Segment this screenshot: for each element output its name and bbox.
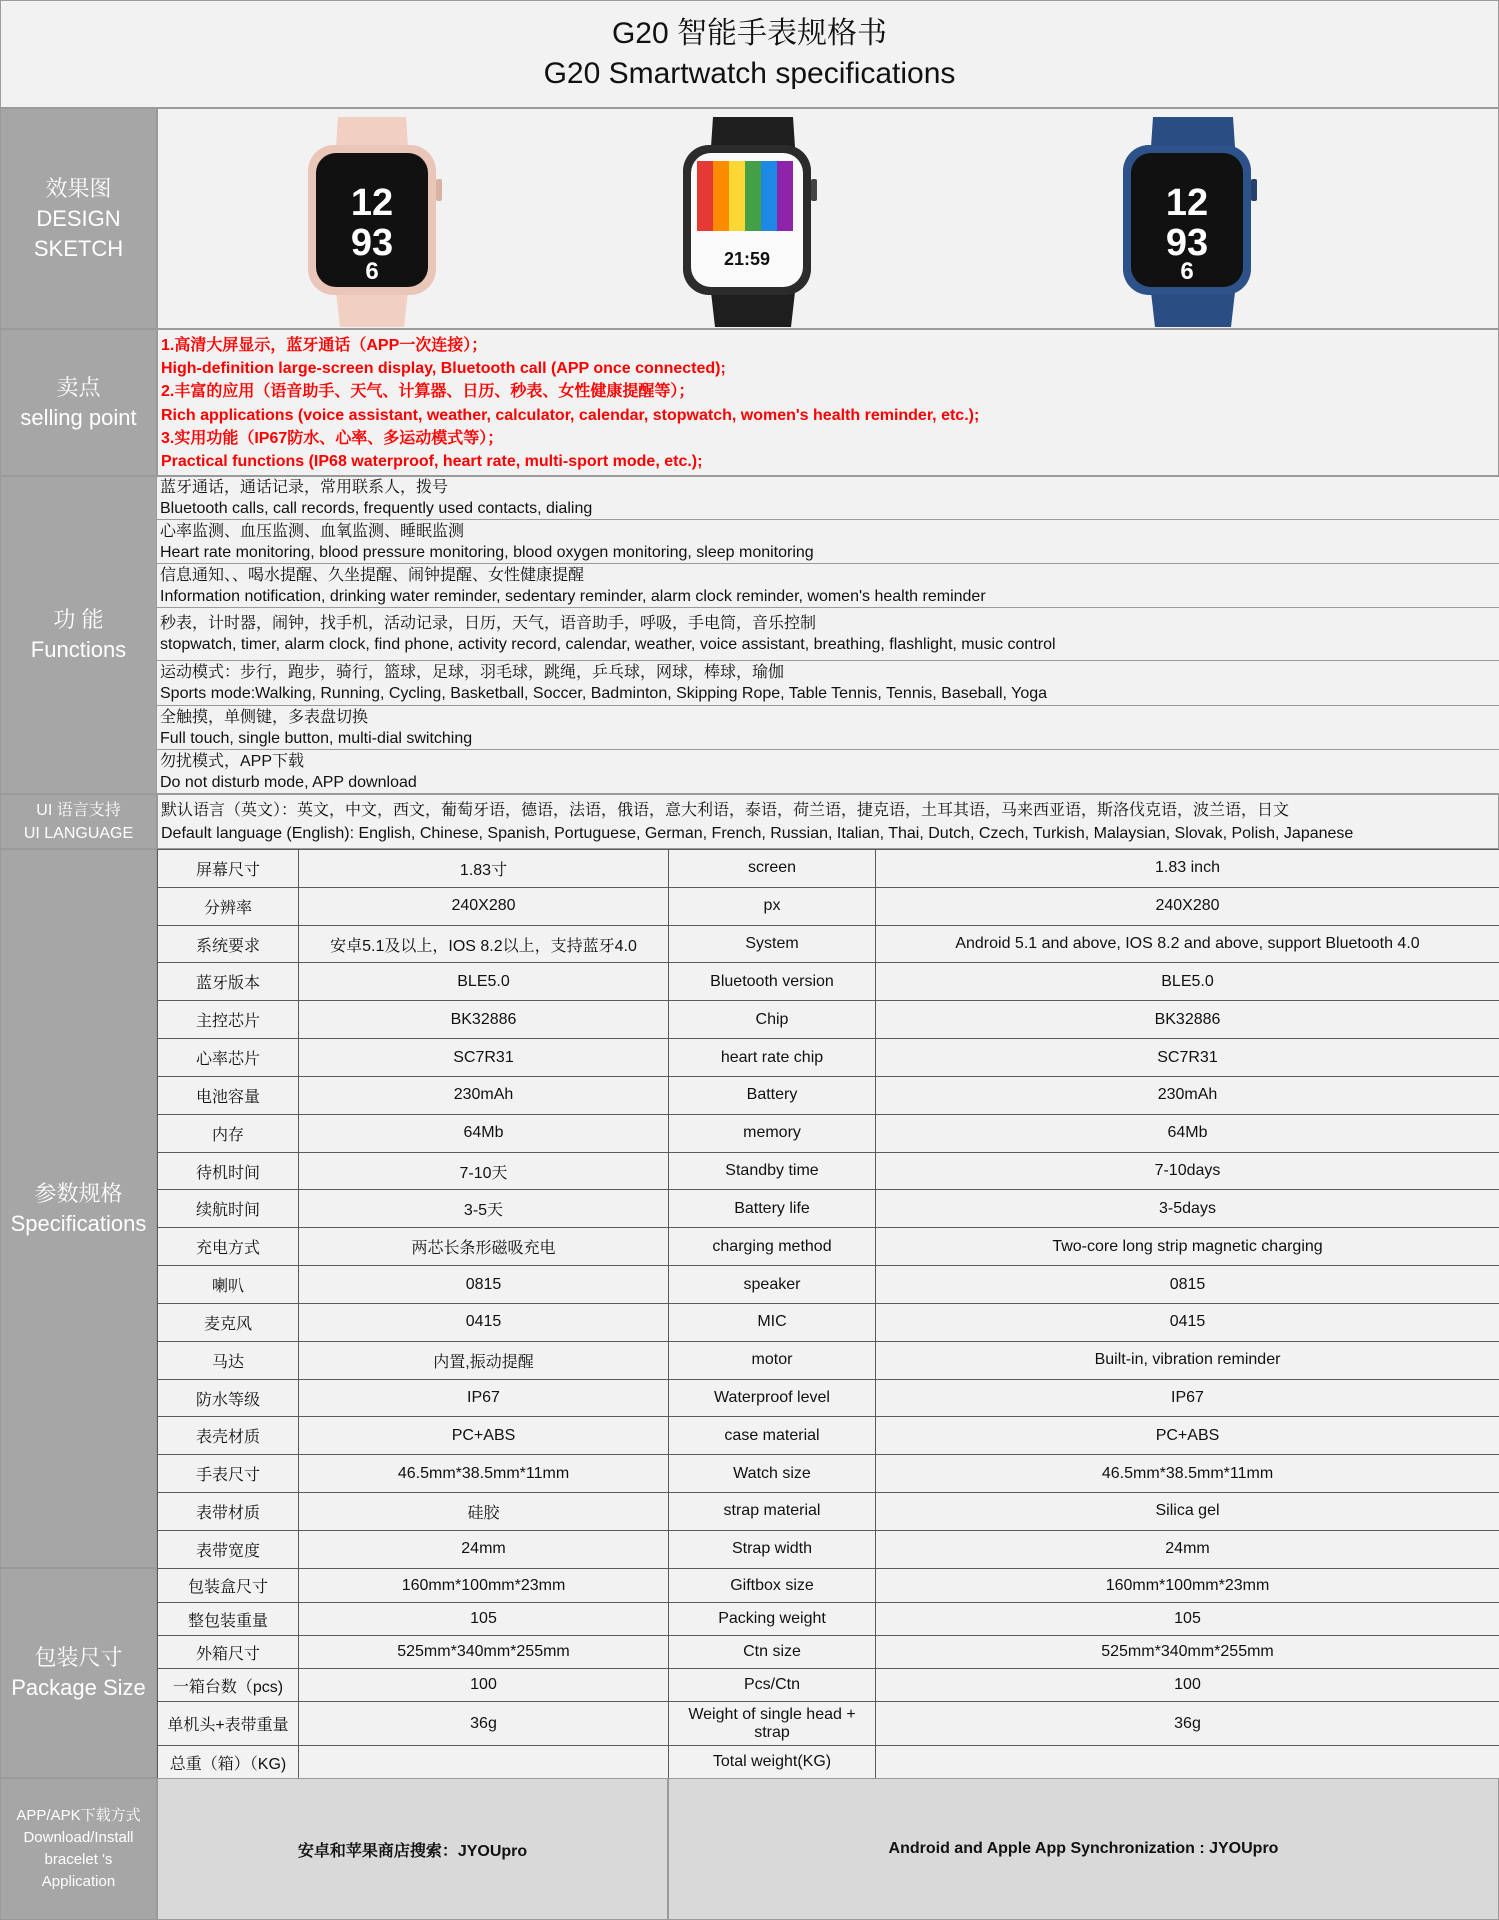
param-value-en: IP67 — [876, 1379, 1499, 1417]
param-value-cn: 两芯长条形磁吸充电 — [299, 1228, 669, 1266]
param-name-en: Chip — [669, 1001, 876, 1039]
param-name-cn: 总重（箱）（KG) — [158, 1746, 299, 1779]
param-value-en: Two-core long strip magnetic charging — [876, 1228, 1499, 1266]
title-cn: G20 智能手表规格书 — [611, 17, 888, 50]
param-name-cn: 包装盒尺寸 — [158, 1569, 299, 1603]
spec-row — [158, 1190, 1499, 1228]
param-name-en: case material — [669, 1417, 876, 1455]
param-name-en: Battery life — [669, 1190, 876, 1228]
function-en: Full touch, single button, multi-dial switching — [160, 729, 473, 747]
param-value-cn: BLE5.0 — [299, 963, 669, 1001]
param-value-cn: PC+ABS — [299, 1417, 669, 1455]
param-value-cn: 3-5天 — [299, 1190, 669, 1228]
param-name-cn: 待机时间 — [158, 1152, 299, 1190]
label-package-en: Package Size — [11, 1675, 146, 1700]
spec-row — [158, 1303, 1499, 1341]
spec-row — [158, 1266, 1499, 1304]
function-cn: 信息通知、、喝水提醒、久坐提醒、闹钟提醒、女性健康提醒 — [160, 566, 585, 584]
function-row — [157, 661, 1499, 706]
param-name-cn: 续航时间 — [158, 1190, 299, 1228]
param-name-cn: 充电方式 — [158, 1228, 299, 1266]
param-value-en: BK32886 — [876, 1001, 1499, 1039]
ui-language-en: Default language (English): English, Chinese, Spanish, Portuguese, German, French, Russian, Italian, Thai, Dutch, Czech, Turkish, Malaysian, Slovak, Polish, Japanese — [161, 824, 1354, 842]
app-download-en: Android and Apple App Synchronization : JYOUpro — [668, 1778, 1499, 1920]
param-value-cn: 1.83寸 — [299, 850, 669, 888]
param-value-cn: 0415 — [299, 1303, 669, 1341]
param-name-en: speaker — [669, 1266, 876, 1304]
param-value-en: 64Mb — [876, 1114, 1499, 1152]
package-row — [158, 1636, 1499, 1669]
function-row — [157, 476, 1499, 520]
function-en: Heart rate monitoring, blood pressure monitoring, blood oxygen monitoring, sleep monitoring — [160, 543, 814, 561]
label-ui-language — [0, 794, 157, 849]
param-value-en: Built-in, vibration reminder — [876, 1341, 1499, 1379]
param-name-cn: 蓝牙版本 — [158, 963, 299, 1001]
selling-point-line: Rich applications (voice assistant, weather, calculator, calendar, stopwatch, women's health reminder, etc.); — [161, 406, 980, 424]
param-value-en: 24mm — [876, 1530, 1499, 1568]
param-value-cn: SC7R31 — [299, 1039, 669, 1077]
param-value-cn: 160mm*100mm*23mm — [299, 1569, 669, 1603]
param-value-en: 36g — [876, 1702, 1499, 1746]
function-cn: 秒表，计时器，闹钟，找手机，活动记录，日历，天气，语音助手，呼吸，手电筒，音乐控制 — [160, 615, 817, 632]
package-row — [158, 1746, 1499, 1779]
function-en: Do not disturb mode, APP download — [160, 773, 417, 791]
selling-point-line: 1.高清大屏显示，蓝牙通话（APP一次连接）； — [161, 337, 488, 354]
svg-text:6: 6 — [1180, 258, 1194, 285]
pink-watch-image — [258, 117, 458, 327]
param-value-en: 525mm*340mm*255mm — [876, 1636, 1499, 1669]
function-cn: 蓝牙通话，通话记录，常用联系人，拨号 — [160, 479, 449, 496]
svg-text:93: 93 — [1165, 222, 1209, 264]
param-name-cn: 屏幕尺寸 — [158, 850, 299, 888]
svg-text:12: 12 — [1165, 182, 1209, 224]
label-app-line: APP/APK下载方式 — [16, 1807, 141, 1824]
spec-row — [158, 850, 1499, 888]
function-row — [157, 706, 1499, 750]
param-value-cn: 100 — [299, 1669, 669, 1702]
design-sketch-area — [157, 108, 1499, 329]
param-value-en: 105 — [876, 1603, 1499, 1636]
label-specifications-cn: 参数规格 — [34, 1180, 123, 1206]
label-selling-cn: 卖点 — [56, 374, 101, 400]
param-name-cn: 整包装重量 — [158, 1603, 299, 1636]
param-value-en: 46.5mm*38.5mm*11mm — [876, 1455, 1499, 1493]
function-cn: 心率监测、血压监测、血氧监测、睡眠监测 — [160, 522, 465, 540]
title-en: G20 Smartwatch specifications — [543, 57, 956, 90]
label-functions — [0, 476, 157, 794]
param-name-en: Packing weight — [669, 1603, 876, 1636]
spec-row — [158, 1341, 1499, 1379]
spec-row — [158, 1455, 1499, 1493]
spec-row — [158, 1493, 1499, 1531]
param-name-cn: 防水等级 — [158, 1379, 299, 1417]
label-selling-en: selling point — [20, 404, 137, 430]
function-cn: 运动模式：步行，跑步，骑行，篮球，足球，羽毛球，跳绳，乒乓球，网球，棒球，瑜伽 — [160, 664, 785, 681]
label-app-line: bracelet 's — [44, 1851, 113, 1868]
param-name-cn: 内存 — [158, 1114, 299, 1152]
param-value-en: Android 5.1 and above, IOS 8.2 and above, support Bluetooth 4.0 — [876, 925, 1499, 963]
param-value-en: 240X280 — [876, 887, 1499, 925]
param-name-cn: 手表尺寸 — [158, 1455, 299, 1493]
spec-row — [158, 1530, 1499, 1568]
package-row — [158, 1569, 1499, 1603]
label-design-en1: DESIGN — [36, 205, 121, 231]
label-specifications — [0, 849, 157, 1568]
spec-row — [158, 1039, 1499, 1077]
param-value-cn: 525mm*340mm*255mm — [299, 1636, 669, 1669]
app-download-cn: 安卓和苹果商店搜索：JYOUpro — [157, 1778, 668, 1920]
param-value-en: 3-5days — [876, 1190, 1499, 1228]
svg-text:21:59: 21:59 — [723, 249, 771, 269]
param-value-cn: 64Mb — [299, 1114, 669, 1152]
param-value-cn: 240X280 — [299, 887, 669, 925]
spec-row — [158, 1114, 1499, 1152]
spec-row — [158, 1076, 1499, 1114]
spec-row — [158, 1379, 1499, 1417]
svg-text:93: 93 — [350, 222, 394, 264]
param-value-cn: 硅胶 — [299, 1493, 669, 1531]
spec-row — [158, 963, 1499, 1001]
label-design — [0, 108, 157, 329]
param-name-en: Battery — [669, 1076, 876, 1114]
param-name-en: System — [669, 925, 876, 963]
spec-row — [158, 1417, 1499, 1455]
param-value-en: BLE5.0 — [876, 963, 1499, 1001]
param-value-cn: 46.5mm*38.5mm*11mm — [299, 1455, 669, 1493]
spec-row — [158, 887, 1499, 925]
black-watch-image — [643, 117, 843, 327]
specifications-table — [157, 849, 1499, 1569]
param-name-cn: 表带材质 — [158, 1493, 299, 1531]
param-value-en: 0815 — [876, 1266, 1499, 1304]
spec-row — [158, 1001, 1499, 1039]
param-name-en: Ctn size — [669, 1636, 876, 1669]
param-name-en: charging method — [669, 1228, 876, 1266]
selling-point-line: Practical functions (IP68 waterproof, heart rate, multi-sport mode, etc.); — [161, 453, 703, 471]
label-ui-language-cn: UI 语言支持 — [36, 801, 121, 819]
ui-language-area — [157, 794, 1499, 849]
param-name-cn: 表壳材质 — [158, 1417, 299, 1455]
param-value-en: 230mAh — [876, 1076, 1499, 1114]
label-design-cn: 效果图 — [45, 175, 112, 201]
function-en: Information notification, drinking water reminder, sedentary reminder, alarm clock reminder, women's health reminder — [160, 587, 986, 605]
label-design-en2: SKETCH — [33, 235, 124, 261]
param-name-en: Bluetooth version — [669, 963, 876, 1001]
param-value-en — [876, 1746, 1499, 1779]
param-value-en: Silica gel — [876, 1493, 1499, 1531]
param-name-en: Total weight(KG) — [669, 1746, 876, 1779]
param-name-en: Standby time — [669, 1152, 876, 1190]
function-cn: 全触摸，单侧键，多表盘切换 — [160, 708, 369, 726]
param-value-en: 7-10days — [876, 1152, 1499, 1190]
param-name-cn: 一箱台数（pcs) — [158, 1669, 299, 1702]
param-value-en: 100 — [876, 1669, 1499, 1702]
param-name-cn: 电池容量 — [158, 1076, 299, 1114]
label-package — [0, 1568, 157, 1778]
selling-point-line: High-definition large-screen display, Bluetooth call (APP once connected); — [161, 360, 726, 378]
param-value-en: 0415 — [876, 1303, 1499, 1341]
param-value-cn: 7-10天 — [299, 1152, 669, 1190]
param-name-en: Weight of single head + strap — [669, 1702, 876, 1746]
param-name-en: Strap width — [669, 1530, 876, 1568]
param-name-cn: 喇叭 — [158, 1266, 299, 1304]
param-value-cn: IP67 — [299, 1379, 669, 1417]
param-name-en: px — [669, 887, 876, 925]
package-row — [158, 1669, 1499, 1702]
param-value-cn: 230mAh — [299, 1076, 669, 1114]
selling-points — [157, 329, 1499, 476]
param-name-cn: 马达 — [158, 1341, 299, 1379]
function-en: Sports mode:Walking, Running, Cycling, Basketball, Soccer, Badminton, Skipping Rope, Table Tennis, Tennis, Baseball, Yoga — [160, 685, 1048, 702]
param-value-cn: 36g — [299, 1702, 669, 1746]
param-value-cn: 0815 — [299, 1266, 669, 1304]
param-value-en: 1.83 inch — [876, 850, 1499, 888]
param-name-cn: 单机头+表带重量 — [158, 1702, 299, 1746]
param-name-en: heart rate chip — [669, 1039, 876, 1077]
param-name-cn: 系统要求 — [158, 925, 299, 963]
param-value-cn: BK32886 — [299, 1001, 669, 1039]
label-app-line: Download/Install — [23, 1829, 134, 1846]
param-name-cn: 麦克风 — [158, 1303, 299, 1341]
param-name-en: Pcs/Ctn — [669, 1669, 876, 1702]
param-name-en: Giftbox size — [669, 1569, 876, 1603]
function-row — [157, 520, 1499, 564]
label-app-line: Application — [41, 1873, 116, 1890]
param-name-en: Waterproof level — [669, 1379, 876, 1417]
param-value-en: 160mm*100mm*23mm — [876, 1569, 1499, 1603]
param-name-en: memory — [669, 1114, 876, 1152]
function-row — [157, 750, 1499, 794]
label-ui-language-en: UI LANGUAGE — [23, 824, 134, 842]
label-selling — [0, 329, 157, 476]
package-row — [158, 1702, 1499, 1746]
label-specifications-en: Specifications — [10, 1210, 147, 1236]
label-app — [0, 1778, 157, 1920]
param-name-en: motor — [669, 1341, 876, 1379]
label-functions-en: Functions — [30, 637, 127, 662]
param-name-en: Watch size — [669, 1455, 876, 1493]
spec-row — [158, 1228, 1499, 1266]
param-name-cn: 主控芯片 — [158, 1001, 299, 1039]
param-name-cn: 表带宽度 — [158, 1530, 299, 1568]
svg-text:6: 6 — [365, 258, 379, 285]
param-value-en: SC7R31 — [876, 1039, 1499, 1077]
param-name-cn: 分辨率 — [158, 887, 299, 925]
param-value-cn: 安卓5.1及以上，IOS 8.2以上，支持蓝牙4.0 — [299, 925, 669, 963]
function-cn: 勿扰模式，APP下载 — [160, 752, 305, 770]
param-value-cn: 内置,振动提醒 — [299, 1341, 669, 1379]
param-name-en: screen — [669, 850, 876, 888]
param-value-cn — [299, 1746, 669, 1779]
function-en: Bluetooth calls, call records, frequently used contacts, dialing — [160, 500, 593, 517]
function-row — [157, 564, 1499, 608]
selling-point-line: 2.丰富的应用（语音助手、天气、计算器、日历、秒表、女性健康提醒等）； — [161, 383, 695, 401]
function-row — [157, 608, 1499, 661]
label-package-cn: 包装尺寸 — [34, 1645, 123, 1670]
package-table — [157, 1568, 1499, 1779]
param-name-cn: 心率芯片 — [158, 1039, 299, 1077]
blue-watch-image — [1083, 117, 1283, 327]
svg-text:12: 12 — [350, 182, 394, 224]
param-name-cn: 外箱尺寸 — [158, 1636, 299, 1669]
selling-point-line: 3.实用功能（IP67防水、心率、多运动模式等）； — [161, 429, 504, 447]
package-row — [158, 1603, 1499, 1636]
label-functions-cn: 功 能 — [53, 607, 104, 632]
function-en: stopwatch, timer, alarm clock, find phone, activity record, calendar, weather, voice assistant, breathing, flashlight, music control — [160, 636, 1056, 653]
ui-language-cn: 默认语言（英文）：英文，中文，西文，葡萄牙语，德语，法语，俄语，意大利语，泰语，荷兰语，捷克语，土耳其语，马来西亚语，斯洛伐克语，波兰语，日文 — [161, 801, 1290, 819]
param-value-en: PC+ABS — [876, 1417, 1499, 1455]
param-name-en: strap material — [669, 1493, 876, 1531]
spec-row — [158, 1152, 1499, 1190]
param-value-cn: 24mm — [299, 1530, 669, 1568]
param-name-en: MIC — [669, 1303, 876, 1341]
param-value-cn: 105 — [299, 1603, 669, 1636]
sheet-title — [0, 0, 1499, 108]
spec-row — [158, 925, 1499, 963]
